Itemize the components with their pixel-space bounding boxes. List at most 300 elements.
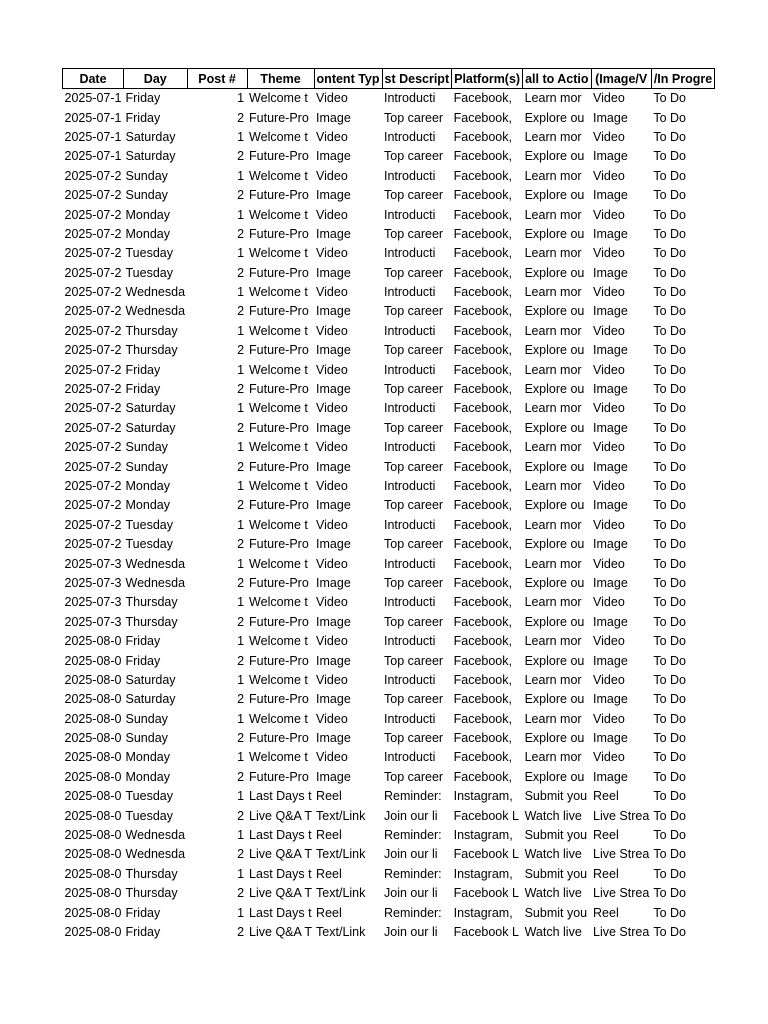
cell-status: To Do	[653, 634, 686, 649]
cell-content-type: Video	[316, 362, 348, 377]
column-header-asset: (Image/V	[591, 69, 651, 89]
cell-asset: Video	[593, 595, 625, 610]
cell-call-to-action: Learn mor	[524, 711, 582, 726]
cell-content-type: Image	[316, 382, 351, 397]
cell-status: To Do	[653, 168, 686, 183]
cell-post-description: Top career	[384, 265, 444, 280]
cell-date: 2025-08-0	[64, 886, 122, 901]
cell-post-number: 1	[237, 246, 245, 261]
header-row	[63, 69, 715, 89]
cell-status: To Do	[653, 614, 686, 629]
cell-status: To Do	[653, 226, 686, 241]
cell-status: To Do	[653, 731, 686, 746]
cell-post-description: Top career	[384, 382, 444, 397]
cell-content-type: Image	[316, 420, 351, 435]
table-row	[63, 302, 715, 321]
cell-content-type: Image	[316, 188, 351, 203]
cell-day: Sunday	[125, 440, 168, 455]
cell-asset: Image	[593, 614, 628, 629]
cell-theme: Welcome t	[249, 91, 308, 106]
cell-day: Friday	[125, 110, 161, 125]
cell-theme: Welcome t	[249, 479, 308, 493]
cell-post-number: 2	[237, 420, 245, 435]
table-row	[63, 496, 715, 515]
cell-status: To Do	[653, 285, 686, 300]
cell-post-number: 1	[237, 285, 245, 300]
cell-asset: Image	[593, 188, 628, 203]
cell-platforms: Facebook,	[453, 575, 512, 590]
cell-post-description: Introducti	[384, 595, 436, 610]
cell-post-description: Top career	[384, 653, 444, 668]
table-row	[63, 147, 715, 166]
cell-day: Sunday	[125, 731, 168, 746]
cell-post-description: Introducti	[384, 556, 436, 571]
cell-content-type: Image	[316, 110, 351, 125]
cell-status: To Do	[653, 692, 686, 707]
cell-content-type: Image	[316, 537, 351, 552]
cell-day: Thursday	[125, 323, 178, 338]
cell-post-description: Join our li	[384, 924, 438, 939]
cell-content-type: Video	[316, 672, 348, 687]
cell-asset: Video	[593, 129, 625, 144]
cell-day: Saturday	[125, 420, 176, 435]
cell-theme: Future-Pro	[249, 149, 309, 164]
cell-post-number: 2	[237, 149, 245, 164]
cell-day: Sunday	[125, 711, 168, 726]
cell-call-to-action: Explore ou	[524, 110, 585, 125]
cell-status: To Do	[653, 459, 686, 474]
cell-asset: Live Strea	[593, 886, 650, 901]
cell-call-to-action: Explore ou	[524, 653, 585, 668]
table-row	[63, 710, 715, 729]
cell-asset: Image	[593, 459, 628, 474]
cell-theme: Future-Pro	[249, 537, 309, 552]
cell-content-type: Video	[316, 401, 348, 416]
cell-date: 2025-07-2	[64, 382, 122, 397]
cell-content-type: Image	[316, 459, 351, 474]
cell-post-number: 1	[237, 634, 245, 649]
cell-post-description: Top career	[384, 537, 444, 552]
spreadsheet	[62, 68, 715, 942]
cell-theme: Live Q&A T	[249, 924, 313, 939]
cell-status: To Do	[653, 382, 686, 397]
table-row	[63, 457, 715, 476]
cell-platforms: Facebook,	[453, 440, 512, 455]
cell-status: To Do	[653, 905, 686, 920]
cell-platforms: Facebook,	[453, 711, 512, 726]
cell-status: To Do	[653, 149, 686, 164]
cell-day: Sunday	[125, 168, 168, 183]
cell-day: Wednesda	[125, 828, 186, 843]
cell-date: 2025-07-2	[64, 479, 122, 493]
cell-post-description: Introducti	[384, 440, 436, 455]
cell-day: Thursday	[125, 866, 178, 881]
cell-day: Thursday	[125, 614, 178, 629]
table-row	[63, 89, 715, 109]
cell-platforms: Facebook,	[453, 91, 512, 106]
cell-post-description: Top career	[384, 692, 444, 707]
cell-post-description: Top career	[384, 226, 444, 241]
table-row	[63, 923, 715, 942]
cell-call-to-action: Explore ou	[524, 188, 585, 203]
cell-post-description: Introducti	[384, 517, 436, 532]
cell-theme: Welcome t	[249, 556, 308, 571]
cell-day: Tuesday	[125, 246, 173, 261]
cell-call-to-action: Learn mor	[524, 207, 582, 222]
cell-content-type: Image	[316, 498, 351, 513]
table-row	[63, 554, 715, 573]
cell-day: Friday	[125, 905, 161, 920]
cell-date: 2025-08-0	[64, 828, 122, 843]
cell-content-type: Video	[316, 479, 348, 493]
cell-theme: Welcome t	[249, 401, 308, 416]
cell-status: To Do	[653, 498, 686, 513]
cell-asset: Image	[593, 653, 628, 668]
table-row	[63, 186, 715, 205]
cell-asset: Video	[593, 323, 625, 338]
cell-date: 2025-08-0	[64, 692, 122, 707]
cell-day: Wednesda	[125, 285, 186, 300]
cell-call-to-action: Explore ou	[524, 459, 585, 474]
cell-day: Sunday	[125, 188, 168, 203]
table-row	[63, 690, 715, 709]
cell-theme: Future-Pro	[249, 692, 309, 707]
cell-post-number: 1	[237, 91, 245, 106]
cell-platforms: Facebook,	[453, 246, 512, 261]
cell-content-type: Video	[316, 595, 348, 610]
cell-content-type: Video	[316, 750, 348, 765]
cell-date: 2025-08-0	[64, 866, 122, 881]
cell-asset: Video	[593, 672, 625, 687]
cell-post-number: 1	[237, 168, 245, 183]
cell-date: 2025-08-0	[64, 653, 122, 668]
cell-date: 2025-07-2	[64, 265, 122, 280]
cell-post-description: Introducti	[384, 285, 436, 300]
cell-content-type: Text/Link	[316, 847, 366, 862]
table-row	[63, 806, 715, 825]
cell-call-to-action: Explore ou	[524, 226, 585, 241]
cell-post-description: Introducti	[384, 672, 436, 687]
cell-post-description: Reminder:	[384, 866, 442, 881]
cell-status: To Do	[653, 517, 686, 532]
table-row	[63, 419, 715, 438]
cell-platforms: Facebook,	[453, 769, 512, 784]
cell-platforms: Facebook,	[453, 750, 512, 765]
cell-call-to-action: Explore ou	[524, 614, 585, 629]
cell-asset: Video	[593, 711, 625, 726]
cell-day: Thursday	[125, 595, 178, 610]
cell-post-description: Top career	[384, 614, 444, 629]
cell-day: Wednesda	[125, 556, 186, 571]
cell-day: Friday	[125, 362, 161, 377]
table-row	[63, 108, 715, 127]
cell-post-number: 2	[237, 537, 245, 552]
cell-post-description: Top career	[384, 498, 444, 513]
cell-post-description: Introducti	[384, 323, 436, 338]
cell-platforms: Facebook,	[453, 595, 512, 610]
cell-date: 2025-07-2	[64, 537, 122, 552]
cell-date: 2025-07-2	[64, 343, 122, 358]
cell-theme: Future-Pro	[249, 226, 309, 241]
cell-platforms: Facebook,	[453, 498, 512, 513]
cell-day: Wednesda	[125, 575, 186, 590]
cell-post-number: 2	[237, 653, 245, 668]
cell-post-number: 1	[237, 556, 245, 571]
cell-asset: Video	[593, 401, 625, 416]
cell-status: To Do	[653, 479, 686, 493]
cell-asset: Video	[593, 634, 625, 649]
cell-status: To Do	[653, 343, 686, 358]
cell-theme: Last Days t	[249, 905, 312, 920]
cell-theme: Welcome t	[249, 129, 308, 144]
cell-call-to-action: Explore ou	[524, 343, 585, 358]
cell-platforms: Facebook,	[453, 614, 512, 629]
cell-status: To Do	[653, 188, 686, 203]
cell-post-description: Top career	[384, 304, 444, 319]
cell-date: 2025-07-2	[64, 323, 122, 338]
cell-post-number: 1	[237, 323, 245, 338]
cell-date: 2025-08-0	[64, 731, 122, 746]
cell-status: To Do	[653, 575, 686, 590]
cell-call-to-action: Learn mor	[524, 129, 582, 144]
cell-theme: Future-Pro	[249, 769, 309, 784]
cell-post-description: Introducti	[384, 168, 436, 183]
table-row	[63, 322, 715, 341]
cell-post-description: Reminder:	[384, 905, 442, 920]
cell-day: Saturday	[125, 149, 176, 164]
cell-platforms: Facebook,	[453, 304, 512, 319]
cell-post-description: Introducti	[384, 362, 436, 377]
cell-status: To Do	[653, 246, 686, 261]
cell-call-to-action: Submit you	[524, 905, 588, 920]
cell-day: Monday	[125, 226, 170, 241]
cell-day: Saturday	[125, 692, 176, 707]
table-row	[63, 671, 715, 690]
cell-content-type: Image	[316, 692, 351, 707]
cell-status: To Do	[653, 362, 686, 377]
cell-call-to-action: Learn mor	[524, 595, 582, 610]
cell-day: Monday	[125, 750, 170, 765]
table-row	[63, 244, 715, 263]
cell-theme: Future-Pro	[249, 343, 309, 358]
cell-call-to-action: Submit you	[524, 789, 588, 804]
cell-content-type: Reel	[316, 905, 342, 920]
cell-status: To Do	[653, 789, 686, 804]
cell-platforms: Facebook L	[453, 847, 519, 862]
cell-date: 2025-07-2	[64, 440, 122, 455]
cell-call-to-action: Submit you	[524, 866, 588, 881]
cell-date: 2025-08-0	[64, 808, 122, 823]
table-row	[63, 283, 715, 302]
table-row	[63, 128, 715, 147]
cell-call-to-action: Explore ou	[524, 731, 585, 746]
cell-platforms: Facebook,	[453, 653, 512, 668]
cell-post-number: 2	[237, 498, 245, 513]
cell-theme: Future-Pro	[249, 614, 309, 629]
cell-call-to-action: Explore ou	[524, 304, 585, 319]
cell-day: Thursday	[125, 343, 178, 358]
cell-theme: Future-Pro	[249, 420, 309, 435]
cell-call-to-action: Learn mor	[524, 440, 582, 455]
cell-day: Friday	[125, 91, 161, 106]
cell-day: Friday	[125, 653, 161, 668]
cell-content-type: Image	[316, 149, 351, 164]
cell-status: To Do	[653, 828, 686, 843]
cell-status: To Do	[653, 653, 686, 668]
cell-platforms: Instagram,	[453, 905, 513, 920]
column-header-platforms: Platform(s)	[452, 69, 523, 89]
cell-call-to-action: Learn mor	[524, 362, 582, 377]
cell-date: 2025-07-1	[64, 149, 122, 164]
column-header-post-number: Post #	[187, 69, 247, 89]
table-row	[63, 516, 715, 535]
cell-day: Friday	[125, 924, 161, 939]
cell-theme: Welcome t	[249, 207, 308, 222]
cell-platforms: Facebook,	[453, 110, 512, 125]
cell-asset: Reel	[593, 789, 619, 804]
cell-post-description: Introducti	[384, 479, 436, 493]
cell-platforms: Facebook,	[453, 188, 512, 203]
cell-post-description: Top career	[384, 459, 444, 474]
cell-day: Monday	[125, 769, 170, 784]
cell-platforms: Instagram,	[453, 828, 513, 843]
cell-asset: Video	[593, 362, 625, 377]
cell-theme: Future-Pro	[249, 731, 309, 746]
cell-day: Monday	[125, 479, 170, 493]
cell-content-type: Image	[316, 226, 351, 241]
cell-day: Monday	[125, 498, 170, 513]
cell-date: 2025-08-0	[64, 634, 122, 649]
cell-date: 2025-08-0	[64, 672, 122, 687]
cell-asset: Live Strea	[593, 847, 650, 862]
cell-day: Wednesda	[125, 847, 186, 862]
cell-day: Friday	[125, 382, 161, 397]
cell-post-description: Introducti	[384, 711, 436, 726]
cell-post-number: 1	[237, 129, 245, 144]
cell-date: 2025-07-2	[64, 304, 122, 319]
cell-platforms: Facebook,	[453, 207, 512, 222]
cell-post-number: 2	[237, 847, 245, 862]
cell-platforms: Facebook,	[453, 226, 512, 241]
cell-platforms: Facebook,	[453, 634, 512, 649]
cell-asset: Reel	[593, 905, 619, 920]
cell-platforms: Instagram,	[453, 789, 513, 804]
cell-asset: Image	[593, 537, 628, 552]
cell-date: 2025-08-0	[64, 789, 122, 804]
cell-status: To Do	[653, 420, 686, 435]
cell-date: 2025-07-2	[64, 285, 122, 300]
cell-theme: Welcome t	[249, 323, 308, 338]
cell-asset: Image	[593, 575, 628, 590]
cell-post-number: 2	[237, 265, 245, 280]
table-row	[63, 399, 715, 418]
cell-post-description: Introducti	[384, 750, 436, 765]
cell-status: To Do	[653, 750, 686, 765]
cell-platforms: Instagram,	[453, 866, 513, 881]
cell-call-to-action: Learn mor	[524, 634, 582, 649]
cell-status: To Do	[653, 323, 686, 338]
cell-asset: Reel	[593, 866, 619, 881]
cell-theme: Welcome t	[249, 711, 308, 726]
column-header-day: Day	[124, 69, 188, 89]
cell-platforms: Facebook,	[453, 479, 512, 493]
cell-day: Saturday	[125, 129, 176, 144]
cell-theme: Last Days t	[249, 866, 312, 881]
cell-theme: Future-Pro	[249, 304, 309, 319]
cell-status: To Do	[653, 207, 686, 222]
cell-theme: Future-Pro	[249, 459, 309, 474]
table-row	[63, 748, 715, 767]
cell-content-type: Image	[316, 304, 351, 319]
table-row	[63, 787, 715, 806]
cell-date: 2025-08-0	[64, 711, 122, 726]
cell-post-number: 1	[237, 711, 245, 726]
cell-date: 2025-08-0	[64, 924, 122, 939]
cell-platforms: Facebook,	[453, 672, 512, 687]
cell-asset: Video	[593, 91, 625, 106]
cell-asset: Video	[593, 750, 625, 765]
cell-status: To Do	[653, 265, 686, 280]
cell-platforms: Facebook,	[453, 285, 512, 300]
cell-call-to-action: Learn mor	[524, 401, 582, 416]
cell-call-to-action: Learn mor	[524, 517, 582, 532]
cell-theme: Future-Pro	[249, 653, 309, 668]
cell-post-description: Reminder:	[384, 828, 442, 843]
cell-call-to-action: Watch live	[524, 847, 582, 862]
cell-asset: Video	[593, 285, 625, 300]
cell-platforms: Facebook,	[453, 168, 512, 183]
cell-status: To Do	[653, 769, 686, 784]
cell-content-type: Image	[316, 653, 351, 668]
cell-date: 2025-07-3	[64, 614, 122, 629]
cell-post-description: Join our li	[384, 886, 438, 901]
cell-call-to-action: Explore ou	[524, 420, 585, 435]
cell-call-to-action: Watch live	[524, 808, 582, 823]
cell-platforms: Facebook,	[453, 420, 512, 435]
cell-asset: Video	[593, 246, 625, 261]
cell-post-description: Join our li	[384, 847, 438, 862]
cell-content-type: Image	[316, 614, 351, 629]
table-row	[63, 574, 715, 593]
cell-date: 2025-07-2	[64, 401, 122, 416]
cell-date: 2025-07-2	[64, 188, 122, 203]
cell-call-to-action: Explore ou	[524, 498, 585, 513]
column-header-content-type: ontent Typ	[314, 69, 382, 89]
cell-post-number: 2	[237, 769, 245, 784]
cell-platforms: Facebook,	[453, 517, 512, 532]
cell-post-number: 1	[237, 362, 245, 377]
cell-asset: Reel	[593, 828, 619, 843]
cell-post-description: Top career	[384, 420, 444, 435]
cell-status: To Do	[653, 672, 686, 687]
cell-post-description: Top career	[384, 110, 444, 125]
cell-post-description: Reminder:	[384, 789, 442, 804]
cell-date: 2025-08-0	[64, 847, 122, 862]
cell-content-type: Text/Link	[316, 886, 366, 901]
table-row	[63, 865, 715, 884]
cell-post-number: 1	[237, 207, 245, 222]
cell-status: To Do	[653, 924, 686, 939]
cell-post-description: Introducti	[384, 207, 436, 222]
cell-status: To Do	[653, 847, 686, 862]
cell-post-description: Introducti	[384, 246, 436, 261]
cell-date: 2025-07-2	[64, 362, 122, 377]
cell-asset: Video	[593, 479, 625, 493]
cell-platforms: Facebook,	[453, 382, 512, 397]
cell-platforms: Facebook,	[453, 149, 512, 164]
cell-status: To Do	[653, 129, 686, 144]
table-row	[63, 903, 715, 922]
